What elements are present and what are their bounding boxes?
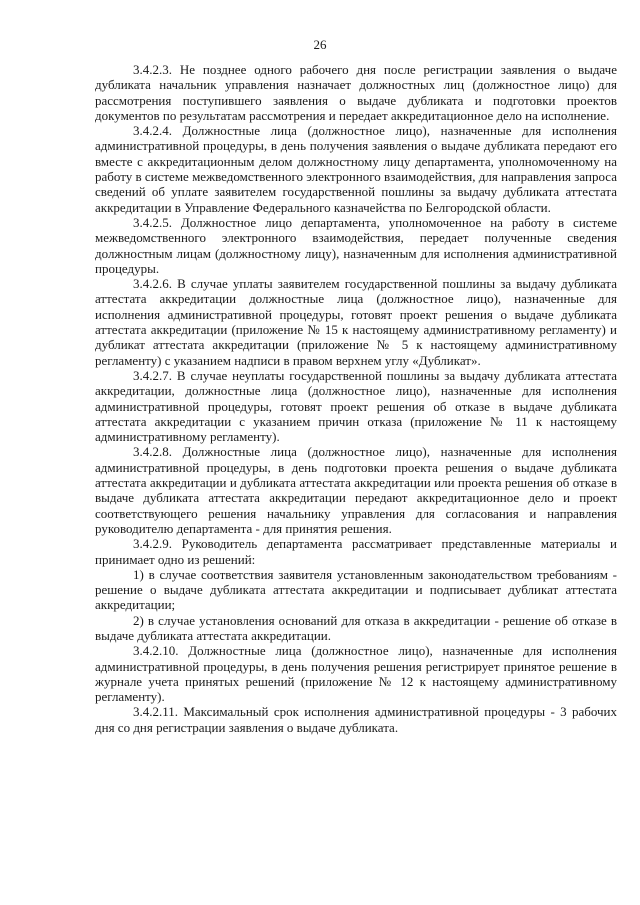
paragraph-3-4-2-4: 3.4.2.4. Должностные лица (должностное лицо), назначенные для исполнения административной процедуры, в день получения заявления о выдаче дубликата передают его вместе с аккредитационным делом должностному лицу департамента, уполномоченному на работу в системе межведомственного электронного взаимодействия, для направления запроса сведений об уплате заявителем государственной пошлины за выдачу дубликата аттестата аккредитации в Управление Федерального казначейства по Белгородской области. — [95, 123, 617, 215]
paragraph-3-4-2-8: 3.4.2.8. Должностные лица (должностное лицо), назначенные для исполнения административной процедуры, в день подготовки проекта решения о выдаче дубликата аттестата аккредитации и дубликата аттестата аккредитации или проекта решения об отказе в выдаче дубликата аттестата аккредитации передают аккредитационное дело и проект соответствующего решения начальнику управления для согласования и направления руководителю департамента - для принятия решения. — [95, 444, 617, 536]
paragraph-3-4-2-10: 3.4.2.10. Должностные лица (должностное лицо), назначенные для исполнения административной процедуры, в день получения решения регистрирует принятое решение в журнале учета принятых решений (приложение № 12 к настоящему административному регламенту). — [95, 643, 617, 705]
list-item-decision-2: 2) в случае установления оснований для отказа в аккредитации - решение об отказе в выдаче дубликата аттестата аккредитации. — [95, 612, 617, 643]
list-item-decision-1: 1) в случае соответствия заявителя установленным законодательством требованиям - решение о выдаче дубликата аттестата аккредитации и подписывает дубликат аттестата аккредитации; — [95, 566, 617, 613]
paragraph-3-4-2-3: 3.4.2.3. Не позднее одного рабочего дня после регистрации заявления о выдаче дубликата начальник управления назначает должностных лиц (должностное лицо) для рассмотрения поступившего заявления о выдаче дубликата и подготовки проектов документов по результатам рассмотрения и передает аккредитационное дело на исполнение. — [95, 62, 617, 123]
paragraph-3-4-2-5: 3.4.2.5. Должностное лицо департамента, уполномоченное на работу в системе межведомственного электронного взаимодействия, передает полученные сведения должностным лицам (должностному лицу), назначенным для исполнения административной процедуры. — [95, 214, 617, 276]
paragraph-3-4-2-9: 3.4.2.9. Руководитель департамента рассматривает представленные материалы и принимает одно из решений: — [95, 536, 617, 567]
page-number: 26 — [313, 37, 327, 52]
document-body — [95, 62, 617, 735]
paragraph-3-4-2-11: 3.4.2.11. Максимальный срок исполнения административной процедуры - 3 рабочих дня со дня регистрации заявления о выдаче дубликата. — [95, 704, 617, 735]
paragraph-3-4-2-7: 3.4.2.7. В случае неуплаты государственной пошлины за выдачу дубликата аттестата аккредитации, должностные лица (должностное лицо), назначенные для исполнения административной процедуры, готовят проект решения об отказе в выдаче дубликата аттестата аккредитации с указанием причин отказа (приложение № 11 к настоящему административному регламенту). — [95, 367, 617, 445]
paragraph-3-4-2-6: 3.4.2.6. В случае уплаты заявителем государственной пошлины за выдачу дубликата аттестата аккредитации должностные лица (должностное лицо), назначенные для исполнения административной процедуры, готовят проект решения о выдаче дубликата аттестата аккредитации (приложение № 15 к настоящему административному регламенту) и дубликат аттестата аккредитации (приложение № 5 к настоящему административному регламенту) с указанием надписи в правом верхнем углу «Дубликат». — [95, 276, 617, 368]
